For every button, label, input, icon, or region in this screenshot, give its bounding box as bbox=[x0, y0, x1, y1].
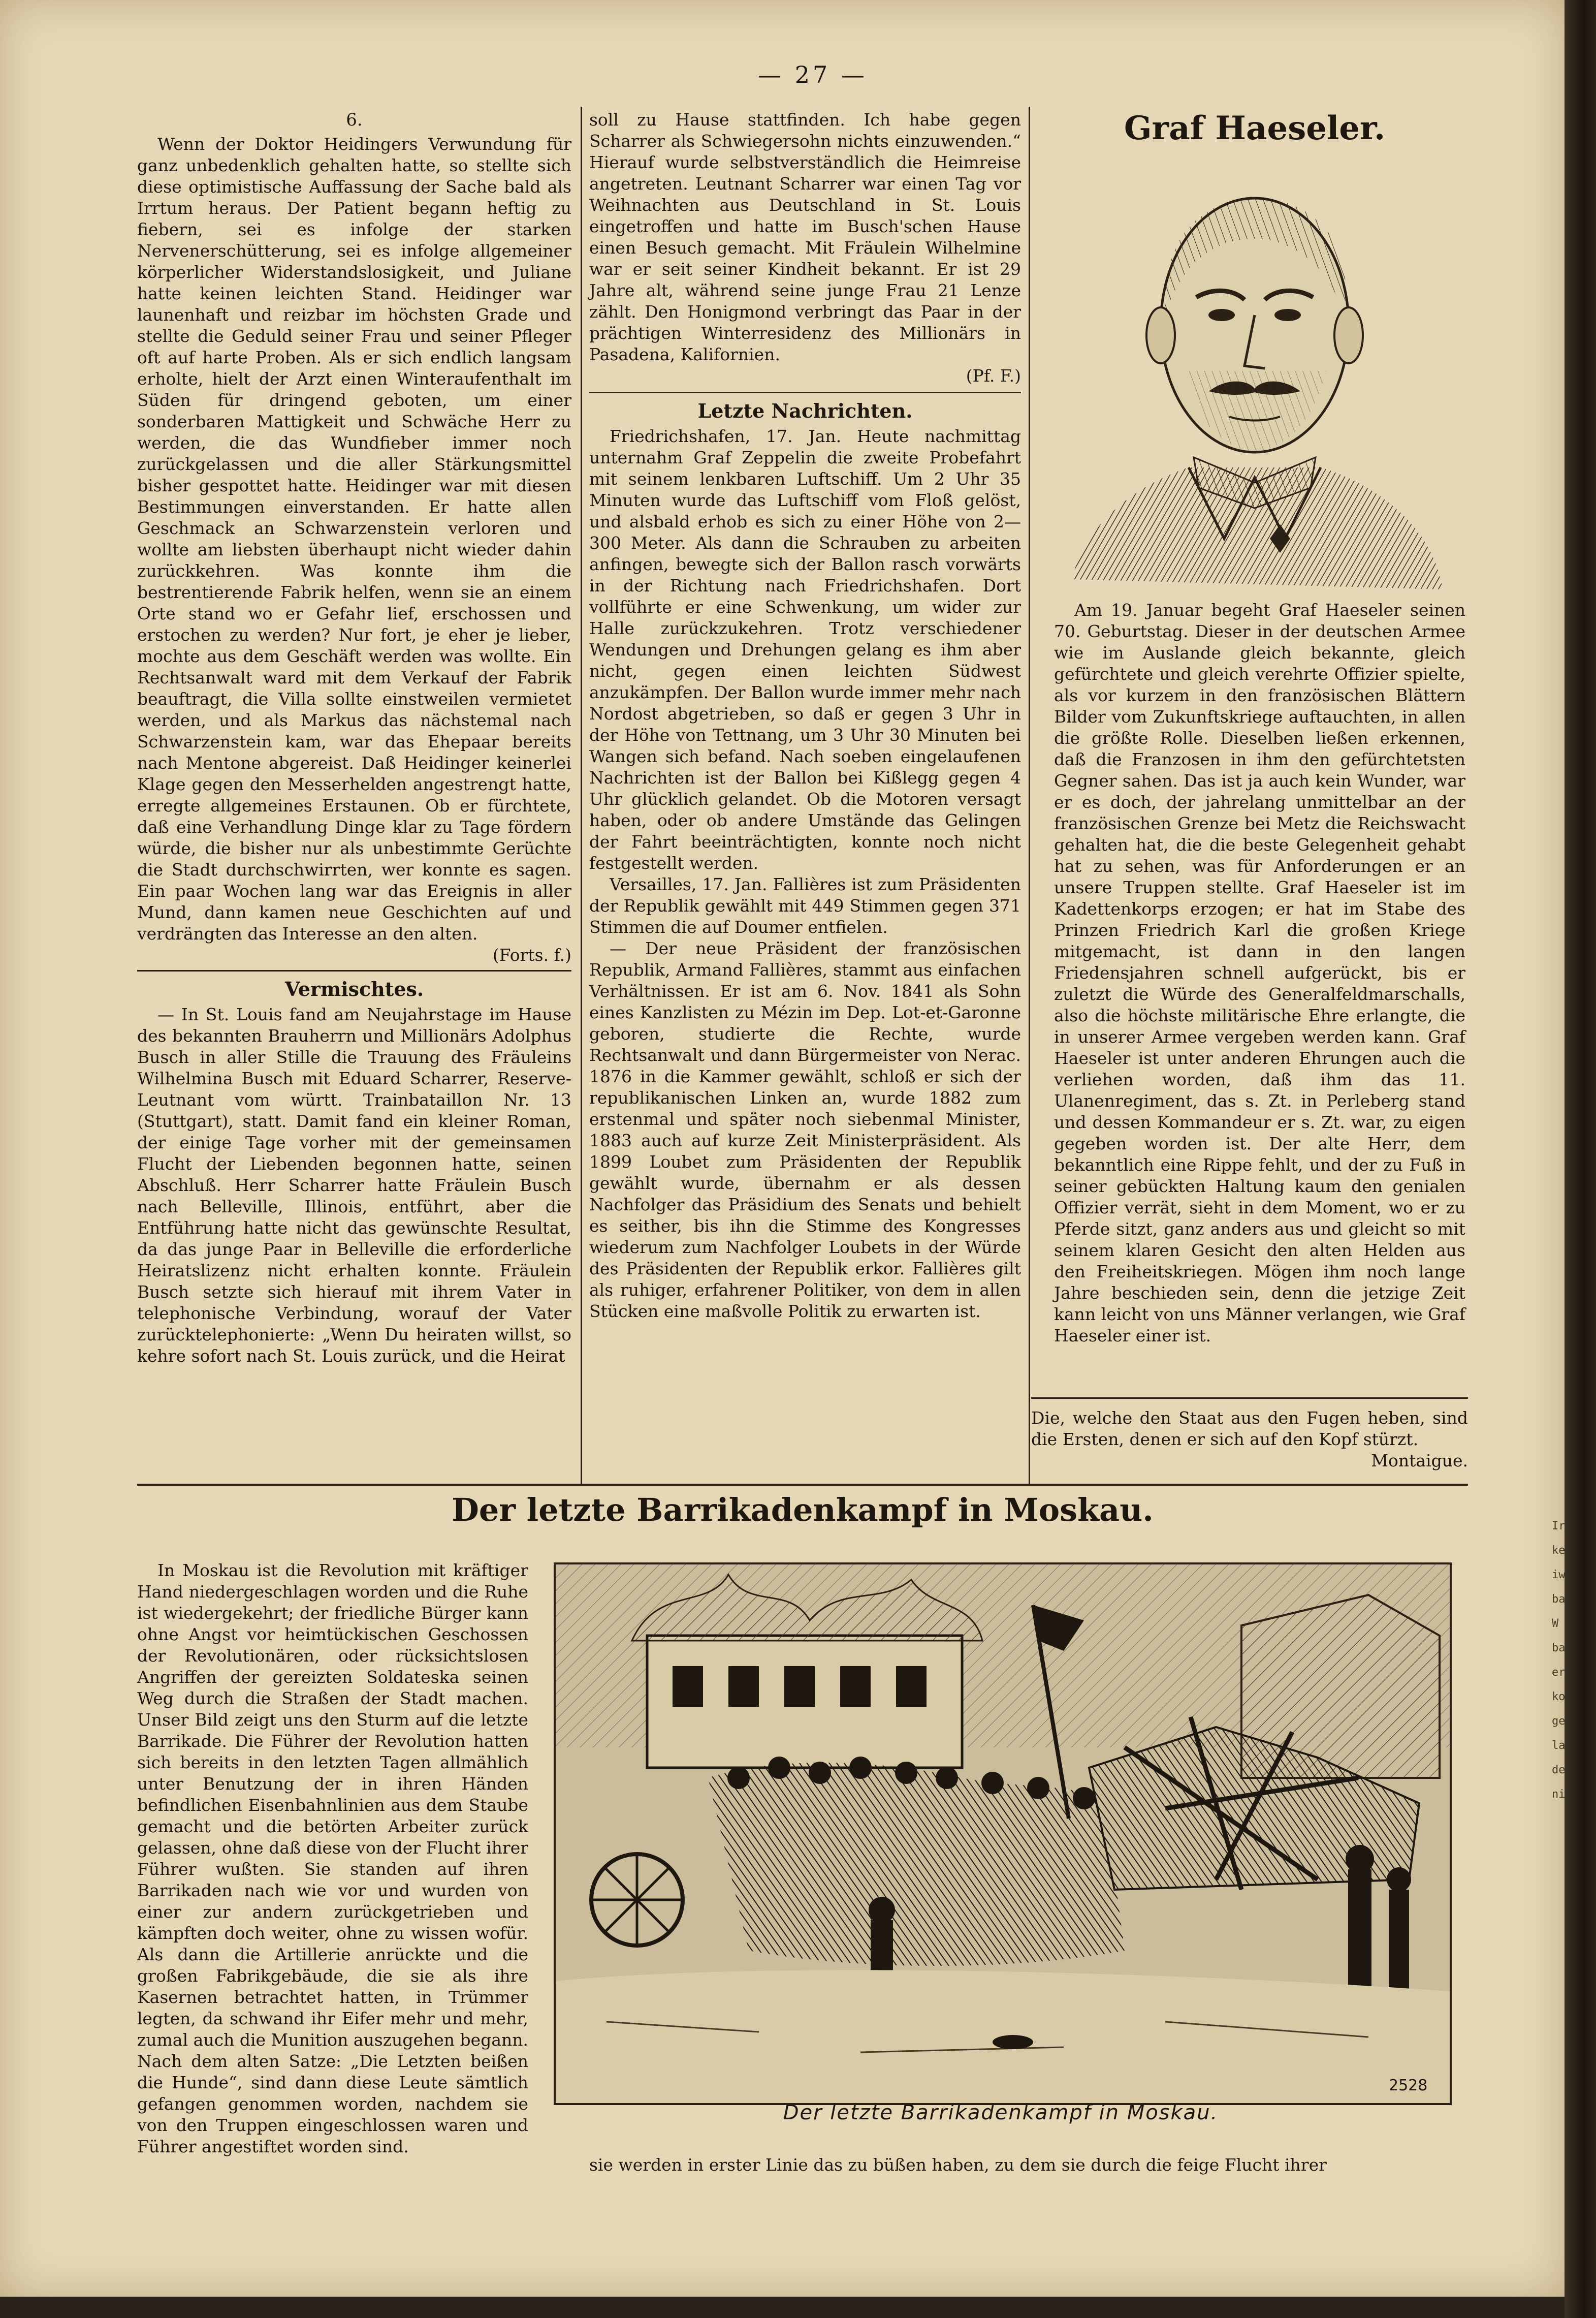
engraving-number: 2528 bbox=[1389, 2077, 1428, 2094]
section-divider bbox=[589, 392, 1021, 397]
adjacent-page-margin bbox=[1552, 1514, 1567, 2200]
page-number: — 27 — bbox=[758, 61, 868, 88]
moskau-tail bbox=[589, 2154, 1468, 2176]
quote-block bbox=[1031, 1407, 1468, 1471]
margin-fragment: ge bbox=[1552, 1715, 1566, 1728]
nachrichten-paragraph-2: Versailles, 17. Jan. Fallières ist zum Präsidenten der Republik gewählt mit 449 Stimmen gegen 371 Stimmen die auf Doumer entfielen. bbox=[589, 874, 1021, 937]
section-divider bbox=[137, 970, 571, 976]
haeseler-text: Am 19. Januar begeht Graf Haeseler seinen 70. Geburtstag. Dieser in der deutschen Armee wie im Auslande gleich bekannte, gleich gefürchtete und gleich verehrte Offizier spielte, als vor kurzem in den französischen Blättern Bilder vom Zukunftskriege auftauchten, in allen die größte Rolle. Dieselben ließen erkennen, daß die Franzosen in ihm den gefürchtetsten Gegner sahen. Das ist ja auch kein Wunder, war er es doch, der jahrelang unmittelbar an der französischen Grenze bei Metz die Reichswacht gehalten hat, die die beste Gelegenheit gehabt hat zu sehen, was für Anforderungen er an unsere Truppen stellte. Graf Haeseler ist im Kadettenkorps erzogen; er hat im Stabe des Prinzen Friedrich Karl die großen Kriege mitgemacht, ist dann in den langen Friedensjahren schnell aufgerückt, bis er zuletzt die Würde des Generalfeldmarschalls, also die höchste militärische Ehre erlangte, die in unserer Armee vergeben werden kann. Graf Haeseler ist unter anderen Ehrungen auch die verliehen worden, daß ihm das 11. Ulanenregiment, das s. Zt. in Perleberg stand und dessen Kommandeur er s. Zt. war, zu eigen gegeben worden ist. Der alte Herr, dem bekanntlich eine Rippe fehlt, und der zu Fuß in seiner gebückten Haltung kaum den genialen Offizier verrät, sieht in dem Moment, wo er zu Pferde sitzt, ganz anders aus und gleicht so mit seinem klaren Gesicht den alten Helden aus den Freiheitskriegen. Mögen ihm noch lange Jahre beschieden sein, denn die jetzige Zeit kann leicht von uns Männer verlangen, wie Graf Haeseler einer ist. bbox=[1054, 600, 1465, 1345]
barricade-engraving bbox=[554, 1562, 1452, 2105]
moskau-tail-text: sie werden in erster Linie das zu büßen haben, zu dem sie durch die feige Flucht ihrer bbox=[589, 2155, 1327, 2175]
section-number: 6. bbox=[346, 110, 363, 130]
margin-fragment: W bbox=[1552, 1617, 1559, 1630]
news-column bbox=[589, 109, 1021, 1322]
section-rule bbox=[137, 1484, 1468, 1486]
haeseler-title: Graf Haeseler. bbox=[1124, 109, 1386, 147]
margin-fragment: ko bbox=[1552, 1690, 1566, 1703]
haeseler-portrait bbox=[1057, 152, 1453, 594]
margin-fragment: ba bbox=[1552, 1642, 1566, 1654]
moskau-column bbox=[137, 1560, 528, 2157]
moskau-text: In Moskau ist die Revolution mit kräftiger Hand niedergeschlagen worden und die Ruhe ist wiedergekehrt; der friedliche Bürger kann ohne Angst vor heimtückischen Geschossen der Revolutionären, oder rücksichtslosen Angriffen der gereizten Soldateska seinen Weg durch die Straßen der Stadt machen. Unser Bild zeigt uns den Sturm auf die letzte Barrikade. Die Führer der Revolution hatten sich bereits in den letzten Tagen allmählich unter Benutzung der in ihren Händen befindlichen Eisenbahnlinien aus dem Staube gemacht und die betörten Arbeiter zurück gelassen, ohne daß diese von der Flucht ihrer Führer wußten. Sie standen auf ihren Barrikaden nach wie vor und wurden von einer zur andern zurückgetrieben und kämpften doch weiter, ohne zu wissen wofür. Als dann die Artillerie anrückte und die großen Fabrikgebäude, die sie als ihre Kasernen betrachtet hatten, in Trümmer legten, da schwand ihr Eifer mehr und mehr, zumal auch die Munition auszugehen begann. Nach dem alten Satze: „Die Letzten beißen die Hunde“, sind dann diese Leute sämtlich gefangen genommen worden, nachdem sie von den Truppen eingeschlossen waren und Führer angestiftet worden sind. bbox=[137, 1560, 528, 2156]
margin-fragment: de bbox=[1552, 1764, 1566, 1776]
vermischtes-credit: (Pf. F.) bbox=[966, 366, 1021, 386]
book-binding bbox=[1565, 0, 1596, 2318]
margin-fragment: iw bbox=[1552, 1569, 1566, 1581]
engraving-caption: Der letzte Barrikadenkampf in Moskau. bbox=[783, 2101, 1219, 2124]
story-credit: (Forts. f.) bbox=[492, 945, 571, 965]
haeseler-column bbox=[1054, 600, 1465, 1346]
quote-author: Montaigue. bbox=[1371, 1451, 1468, 1470]
quote-divider bbox=[1031, 1397, 1468, 1399]
margin-fragment: ke bbox=[1552, 1544, 1566, 1557]
column-rule bbox=[1029, 107, 1030, 1484]
margin-fragment: Ir bbox=[1552, 1520, 1566, 1532]
story-text: Wenn der Doktor Heidingers Verwundung für ganz unbedenklich gehalten hatte, so stellte sich diese optimistische Auffassung der Sache bald als Irrtum heraus. Der Patient begann heftig zu fiebern, sei es infolge der starken Nervenerschütterung, sei es infolge allgemeiner körperlicher Widerstandslosigkeit, und Juliane hatte keinen leichten Stand. Heidinger war launenhaft und reizbar im höchsten Grade und stellte die Geduld seiner Frau und seiner Pfleger oft auf harte Proben. Als er sich endlich langsam erholte, hielt der Arzt einen Winteraufenthalt im Süden für dringend geboten, um einer sonderbaren Mattigkeit und Schwäche Herr zu werden, die das Wundfieber immer noch zurückgelassen und die aller Stärkungsmittel bisher gespottet hatte. Heidinger war mit diesen Bestimmungen einverstanden. Er hatte allen Geschmack an Schwarzenstein verloren und wollte am liebsten überhaupt nicht wieder dahin zurückkehren. Was konnte ihm die bestrentierende Fabrik helfen, wenn sie an einem Orte stand wo er Gefahr lief, erschossen und erstochen zu werden? Nur fort, je eher je lieber, mochte aus dem Geschäft werden was wollte. Ein Rechtsanwalt ward mit dem Verkauf der Fabrik beauftragt, die Villa sollte einstweilen vermietet werden, und als Markus das nächstemal nach Schwarzenstein kam, war das Ehepaar bereits nach Mentone abgereist. Daß Heidinger keinerlei Klage gegen den Messerhelden angestrengt hatte, erregte allgemeines Erstaunen. Ob er fürchtete, daß eine Verhandlung Dinge klar zu Tage fördern würde, die bisher nur als unbestimmte Gerüchte die Stadt durchschwirrten, wer konnte es sagen. Ein paar Wochen lang war das Ereignis in aller Mund, dann kamen neue Geschichten auf und verdrängten das Interesse an den alten. bbox=[137, 134, 571, 944]
vermischtes-text-1: — In St. Louis fand am Neujahrstage im Hause des bekannten Brauherrn und Millionärs Adolphus Busch in aller Stille die Trauung des Fräuleins Wilhelmina Busch mit Eduard Scharrer, Reserve-Leutnant vom württ. Trainbataillon Nr. 13 (Stuttgart), statt. Damit fand ein kleiner Roman, der einige Tage vorher mit der gemeinsamen Flucht der Liebenden begonnen hatte, seinen Abschluß. Herr Scharrer hatte Fräulein Busch nach Belleville, Illinois, entführt, aber die Entführung hatte nicht das gewünschte Resultat, da das junge Paar in Belleville die erforderliche Heiratslizenz nicht erhalten konnte. Fräulein Busch setzte sich hierauf mit ihrem Vater in telephonische Verbindung, worauf der Vater zurücktelephonierte: „Wenn Du heiraten willst, so kehre sofort nach St. Louis zurück, und die Heirat bbox=[137, 1005, 571, 1366]
vermischtes-heading: Vermischtes. bbox=[284, 978, 424, 1000]
moskau-title: Der letzte Barrikadenkampf in Moskau. bbox=[452, 1491, 1154, 1528]
margin-fragment: la bbox=[1552, 1739, 1566, 1752]
margin-fragment: ni bbox=[1552, 1788, 1566, 1801]
vermischtes-text-2: soll zu Hause stattfinden. Ich habe gegen Scharrer als Schwiegersohn nichts einzuwenden.“ Hierauf wurde selbstverständlich die Heimreise angetreten. Leutnant Scharrer war einen Tag vor Weihnachten aus Deutschland in St. Louis eingetroffen und hatte im Busch'schen Hause einen Besuch gemacht. Mit Fräulein Wilhelmine war er seit seiner Kindheit bekannt. Er ist 29 Jahre alt, während seine junge Frau 21 Lenze zählt. Den Honigmond verbringt das Paar in der prächtigen Winterresidenz des Millionärs in Pasadena, Kalifornien. bbox=[589, 110, 1021, 364]
margin-fragment: ba bbox=[1552, 1593, 1566, 1606]
nachrichten-paragraph-1: Friedrichshafen, 17. Jan. Heute nachmittag unternahm Graf Zeppelin die zweite Probefahrt mit seinem lenkbaren Luftschiff. Um 2 Uhr 35 Minuten wurde das Luftschiff vom Floß gelöst, und alsbald erhob es sich zu einer Höhe von 2—300 Meter. Als dann die Schrauben zu arbeiten anfingen, bewegte sich der Ballon rasch vorwärts in der Richtung nach Friedrichshafen. Dort vollführte er eine Schwenkung, um wider zur Halle zurückzukehren. Trotz verschiedener Wendungen und Drehungen gelang es ihm aber nicht, gegen einen leichten Südwest anzukämpfen. Der Ballon wurde immer mehr nach Nordost abgetrieben, so daß er gegen 3 Uhr in der Höhe von Tettnang, um 3 Uhr 30 Minuten bei Wangen sich befand. Nach soeben eingelaufenen Nachrichten ist der Ballon bei Kißlegg gegen 4 Uhr glücklich gelandet. Ob die Motoren versagt haben, oder ob andere Umstände das Gelingen der Fahrt beeinträchtigten, konnte noch nicht festgestellt werden. bbox=[589, 426, 1021, 873]
quote-text: Die, welche den Staat aus den Fugen heben, sind die Ersten, denen er sich auf den Kopf stürzt. bbox=[1031, 1408, 1468, 1449]
story-column bbox=[137, 109, 571, 1367]
nachrichten-paragraph-3: — Der neue Präsident der französischen Republik, Armand Fallières, stammt aus einfachen Verhältnissen. Er ist am 6. Nov. 1841 als Sohn eines Kanzlisten zu Mézin im Dep. Lot-et-Garonne geboren, studierte die Rechte, wurde Rechtsanwalt und dann Bürgermeister von Nerac. 1876 in die Kammer gewählt, schloß er sich der republikanischen Linken an, wurde 1882 zum erstenmal und später noch siebenmal Minister, 1883 auch auf kurze Zeit Ministerpräsident. Als 1899 Loubet zum Präsidenten der Republik gewählt wurde, übernahm er als dessen Nachfolger das Präsidium des Senats und behielt es seither, bis ihn die Stimme des Kongresses wiederum zum Nachfolger Loubets in der Würde des Präsidenten der Republik erkor. Fallières gilt als ruhiger, erfahrener Politiker, von dem in allen Stücken eine maßvolle Politik zu erwarten ist. bbox=[589, 938, 1021, 1321]
margin-fragment: er bbox=[1552, 1666, 1566, 1679]
nachrichten-heading: Letzte Nachrichten. bbox=[697, 399, 913, 422]
column-rule bbox=[581, 107, 582, 1484]
